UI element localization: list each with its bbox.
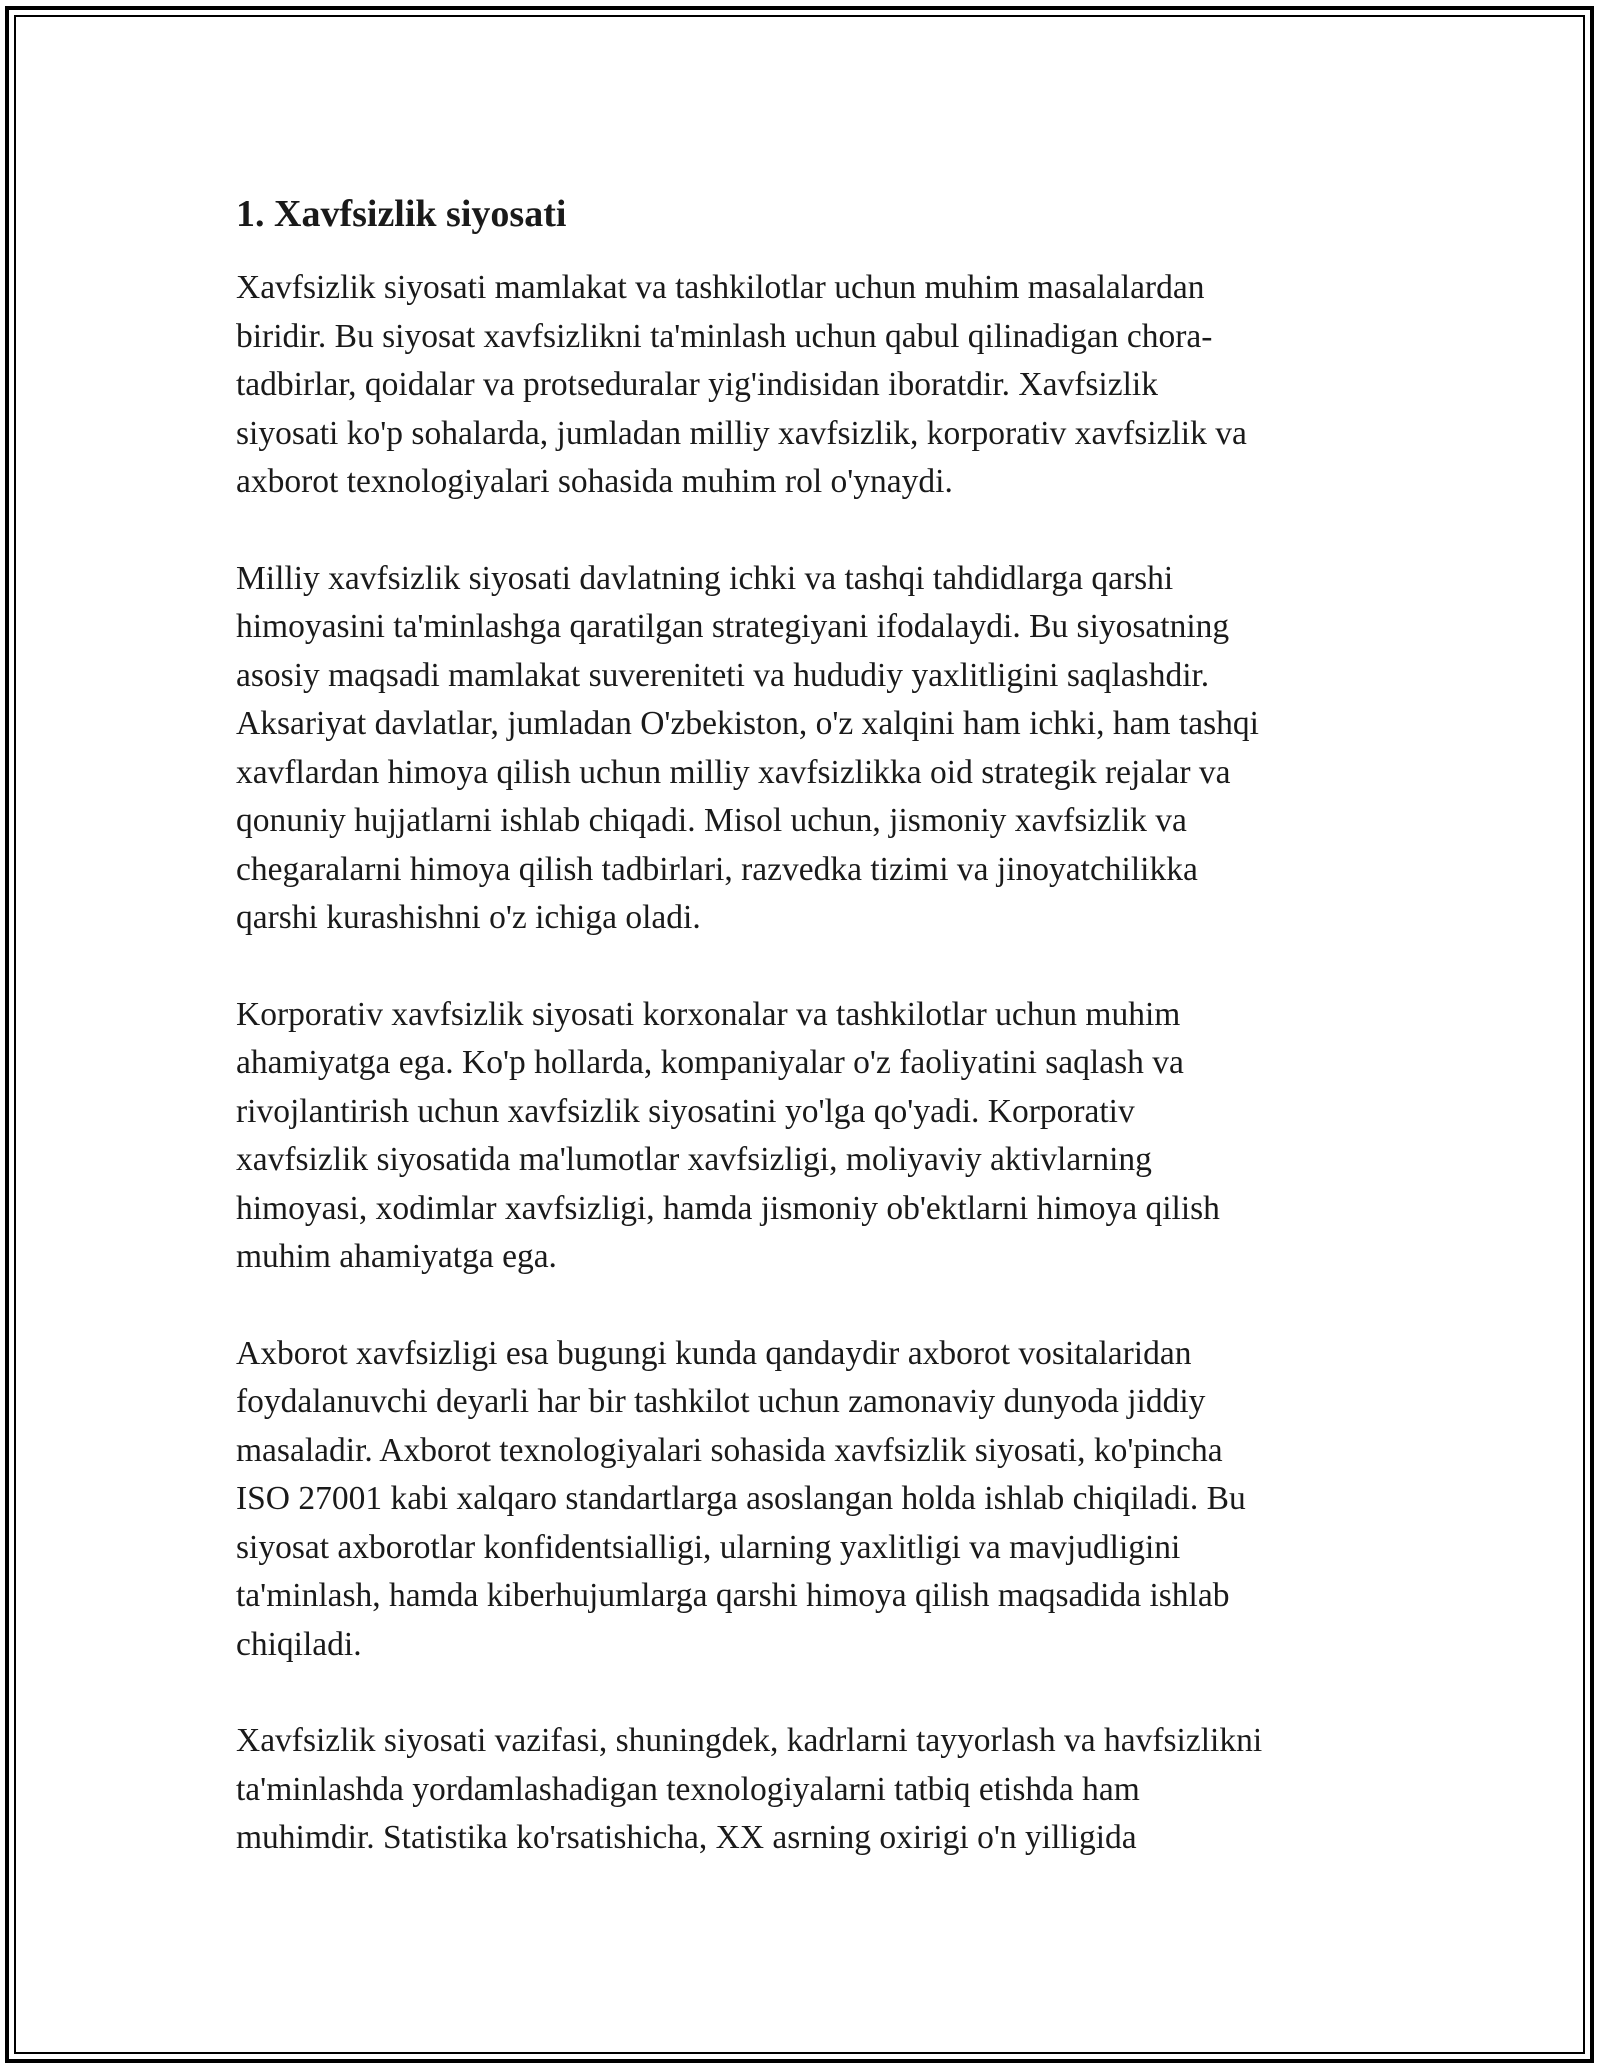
text-line: chegaralarni himoya qilish tadbirlari, razvedka tizimi va jinoyatchilikka (236, 850, 1198, 888)
text-line: ta'minlashda yordamlashadigan texnologiyalarni tatbiq etishda ham (236, 1770, 1140, 1808)
text-line: Korporativ xavfsizlik siyosati korxonalar va tashkilotlar uchun muhim (236, 995, 1181, 1033)
text-line: ta'minlash, hamda kiberhujumlarga qarshi himoya qilish maqsadida ishlab (236, 1577, 1230, 1614)
text-line: asosiy maqsadi mamlakat suvereniteti va hududiy yaxlitligini saqlashdir. (236, 656, 1210, 694)
text-line: masaladir. Axborot texnologiyalari sohasida xavfsizlik siyosati, ko'pincha (236, 1431, 1223, 1469)
text-line: qarshi kurashishni o'z ichiga oladi. (236, 899, 701, 936)
text-line: chiqiladi. (236, 1625, 362, 1663)
paragraph-corporate-security (236, 991, 1376, 1282)
text-line: axborot texnologiyalari sohasida muhim rol o'ynaydi. (236, 463, 953, 500)
text-line: himoyasi, xodimlar xavfsizligi, hamda jismoniy ob'ektlarni himoya qilish (236, 1189, 1220, 1227)
section-title: 1. Xavfsizlik siyosati (236, 193, 567, 235)
text-line: himoyasini ta'minlashga qaratilgan strategiyani ifodalaydi. Bu siyosatning (236, 608, 1230, 645)
text-line: siyosati ko'p sohalarda, jumladan milliy xavfsizlik, korporativ xavfsizlik va (236, 414, 1247, 452)
paragraph-national-security (236, 555, 1376, 943)
text-line: Aksariyat davlatlar, jumladan O'zbekiston, o'z xalqini ham ichki, ham tashqi (236, 705, 1259, 742)
paragraph-information-security (236, 1330, 1376, 1670)
text-line: muhim ahamiyatga ega. (236, 1238, 557, 1275)
text-line: ISO 27001 kabi xalqaro standartlarga asoslangan holda ishlab chiqiladi. Bu (236, 1480, 1246, 1517)
paragraph-policy-tasks (236, 1717, 1376, 1863)
text-line: tadbirlar, qoidalar va protseduralar yig'indisidan iboratdir. Xavfsizlik (236, 366, 1158, 403)
text-line: Axborot xavfsizligi esa bugungi kunda qandaydir axborot vositalaridan (236, 1334, 1192, 1372)
document-body (236, 190, 1376, 1911)
text-line: Milliy xavfsizlik siyosati davlatning ichki va tashqi tahdidlarga qarshi (236, 559, 1174, 597)
text-line: siyosat axborotlar konfidentsialligi, ularning yaxlitligi va mavjudligini (236, 1528, 1181, 1566)
text-line: xavfsizlik siyosatida ma'lumotlar xavfsizligi, moliyaviy aktivlarning (236, 1141, 1152, 1178)
text-line: Xavfsizlik siyosati vazifasi, shuningdek, kadrlarni tayyorlash va havfsizlikni (236, 1722, 1263, 1759)
text-line: foydalanuvchi deyarli har bir tashkilot uchun zamonaviy dunyoda jiddiy (236, 1383, 1206, 1420)
text-line: rivojlantirish uchun xavfsizlik siyosatini yo'lga qo'yadi. Korporativ (236, 1092, 1135, 1130)
text-line: ahamiyatga ega. Ko'p hollarda, kompaniyalar o'z faoliyatini saqlash va (236, 1044, 1184, 1081)
text-line: muhimdir. Statistika ko'rsatishicha, XX asrning oxirigi o'n yilligida (236, 1819, 1137, 1856)
text-line: xavflardan himoya qilish uchun milliy xavfsizlikka oid strategik rejalar va (236, 753, 1231, 791)
text-line: Xavfsizlik siyosati mamlakat va tashkilotlar uchun muhim masalalardan (236, 269, 1205, 306)
text-line: biridir. Bu siyosat xavfsizlikni ta'minlash uchun qabul qilinadigan chora- (236, 317, 1213, 355)
text-line: qonuniy hujjatlarni ishlab chiqadi. Misol uchun, jismoniy xavfsizlik va (236, 802, 1187, 839)
paragraph-intro (236, 264, 1376, 507)
